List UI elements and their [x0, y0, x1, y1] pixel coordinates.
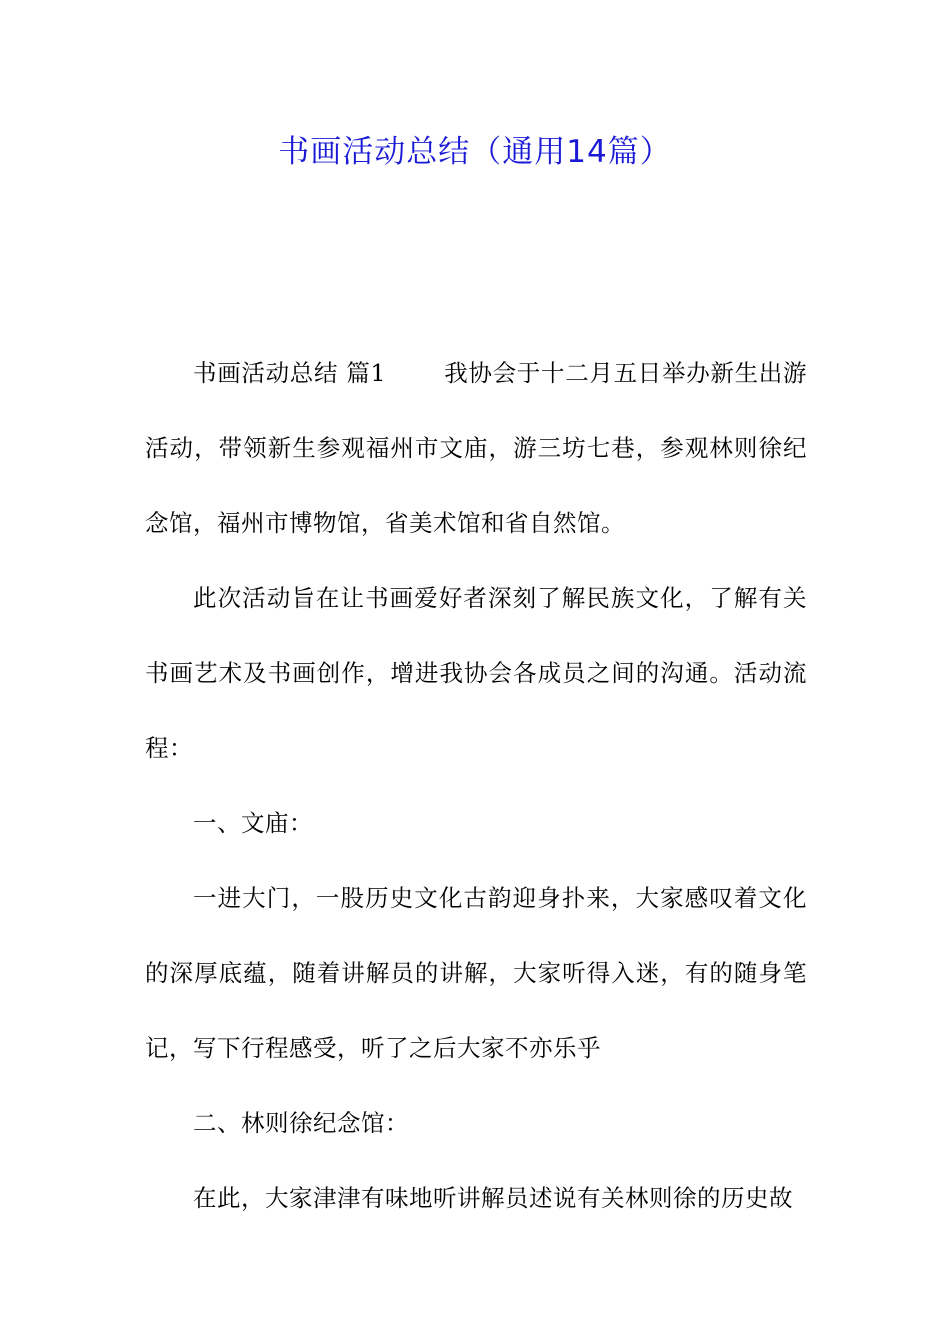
paragraph-5: 二、林则徐纪念馆： — [193, 1109, 409, 1137]
paragraph-2: 此次活动旨在让书画爱好者深刻了解民族文化，了解有关书画艺术及书画创作，增进我协会各成员之间的沟通。活动流程： — [145, 584, 807, 762]
paragraph-1 — [145, 336, 807, 561]
section-heading: 书画活动总结 篇1 — [193, 359, 387, 387]
paragraph-6: 在此，大家津津有味地听讲解员述说有关林则徐的历史故 — [193, 1184, 793, 1212]
paragraph-4: 一进大门，一股历史文化古韵迎身扑来，大家感叹着文化的深厚底蕴，随着讲解员的讲解，大家听得入迷，有的随身笔记，写下行程感受，听了之后大家不亦乐乎 — [145, 884, 807, 1062]
document-body — [145, 336, 807, 1236]
paragraph-text: 我协会于十二月五日举办新生出游活动，带领新生参观福州市文庙，游三坊七巷，参观林则徐纪念馆，福州市博物馆，省美术馆和省自然馆。 — [145, 359, 808, 537]
paragraph-3: 一、文庙： — [193, 809, 313, 837]
document-title: 书画活动总结（通用14篇） — [278, 134, 672, 170]
